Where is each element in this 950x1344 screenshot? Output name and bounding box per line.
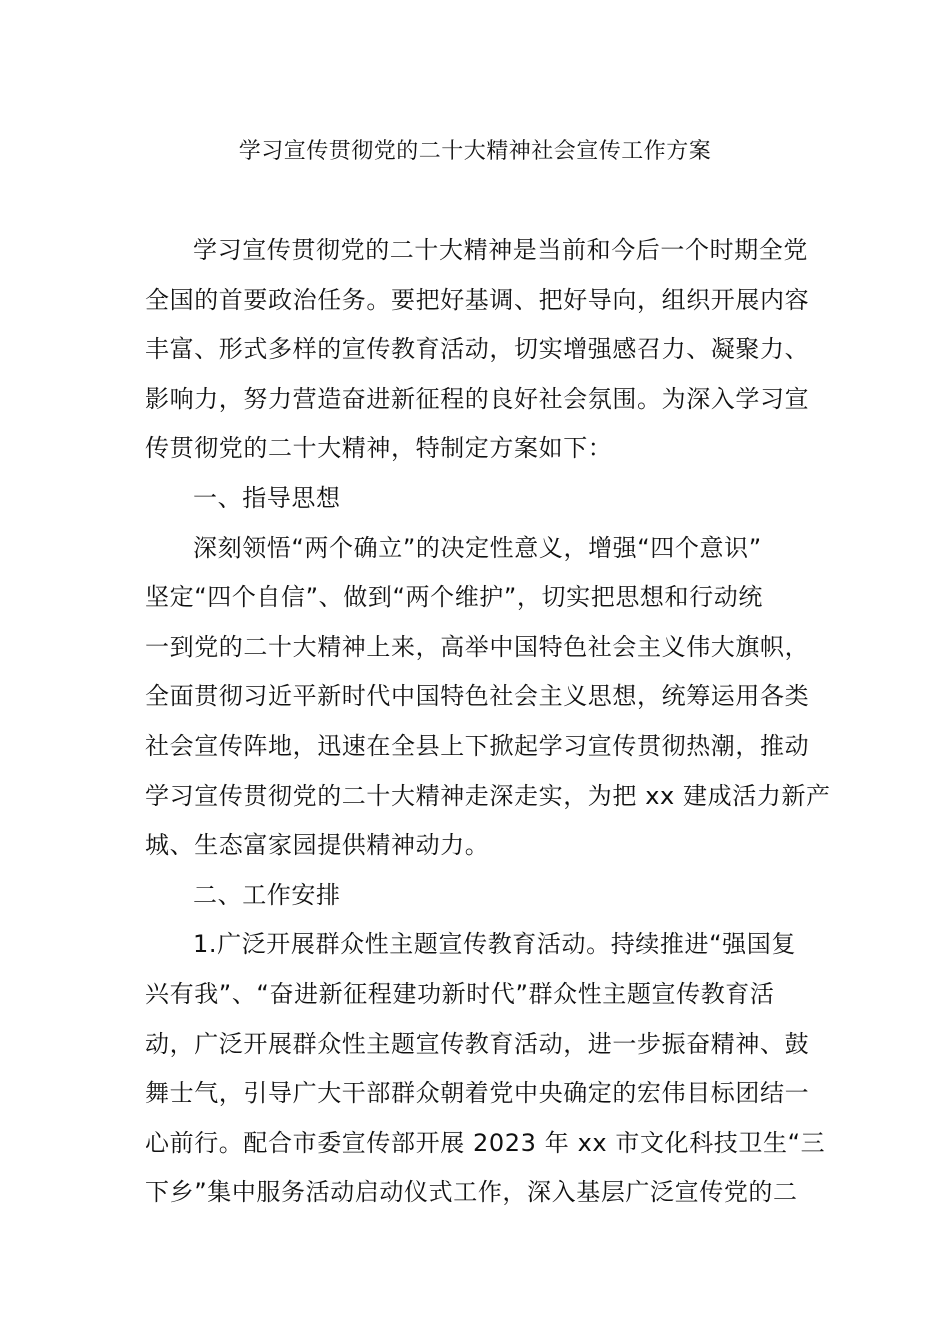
paragraph-line: 舞士气，引导广大干部群众朝着党中央确定的宏伟目标团结一 xyxy=(145,1079,810,1108)
paragraph-line: 心前行。配合市委宣传部开展 2023 年 xx 市文化科技卫生“三 xyxy=(145,1128,826,1157)
paragraph-line: 影响力，努力营造奋进新征程的良好社会氛围。为深入学习宣 xyxy=(145,384,810,413)
section-heading: 一、指导思想 xyxy=(193,483,341,512)
paragraph-line: 城、生态富家园提供精神动力。 xyxy=(145,831,490,860)
paragraph-line: 学习宣传贯彻党的二十大精神走深走实，为把 xx 建成活力新产 xyxy=(145,781,831,810)
paragraph-line: 全面贯彻习近平新时代中国特色社会主义思想，统筹运用各类 xyxy=(145,682,810,711)
paragraph-line: 兴有我”、“奋进新征程建功新时代”群众性主题宣传教育活 xyxy=(145,979,775,1008)
paragraph-line: 一到党的二十大精神上来，高举中国特色社会主义伟大旗帜， xyxy=(145,632,810,661)
paragraph-line: 全国的首要政治任务。要把好基调、把好导向，组织开展内容 xyxy=(145,285,810,314)
paragraph-line: 坚定“四个自信”、做到“两个维护”，切实把思想和行动统 xyxy=(145,583,763,612)
paragraph-line: 传贯彻党的二十大精神，特制定方案如下： xyxy=(145,434,613,463)
paragraph-line: 动，广泛开展群众性主题宣传教育活动，进一步振奋精神、鼓 xyxy=(145,1029,810,1058)
paragraph-line: 丰富、形式多样的宣传教育活动，切实增强感召力、凝聚力、 xyxy=(145,335,810,364)
document-body xyxy=(145,226,831,1218)
paragraph-line: 1.广泛开展群众性主题宣传教育活动。持续推进“强国复 xyxy=(193,930,796,959)
paragraph-line: 学习宣传贯彻党的二十大精神是当前和今后一个时期全党 xyxy=(193,236,808,264)
paragraph-line: 深刻领悟“两个确立”的决定性意义，增强“四个意识” xyxy=(193,533,762,562)
paragraph-line: 社会宣传阵地，迅速在全县上下掀起学习宣传贯彻热潮，推动 xyxy=(145,731,810,760)
document-title: 学习宣传贯彻党的二十大精神社会宣传工作方案 xyxy=(238,139,712,164)
paragraph-line: 下乡”集中服务活动启动仪式工作，深入基层广泛宣传党的二 xyxy=(145,1178,798,1207)
section-heading: 二、工作安排 xyxy=(193,880,341,909)
